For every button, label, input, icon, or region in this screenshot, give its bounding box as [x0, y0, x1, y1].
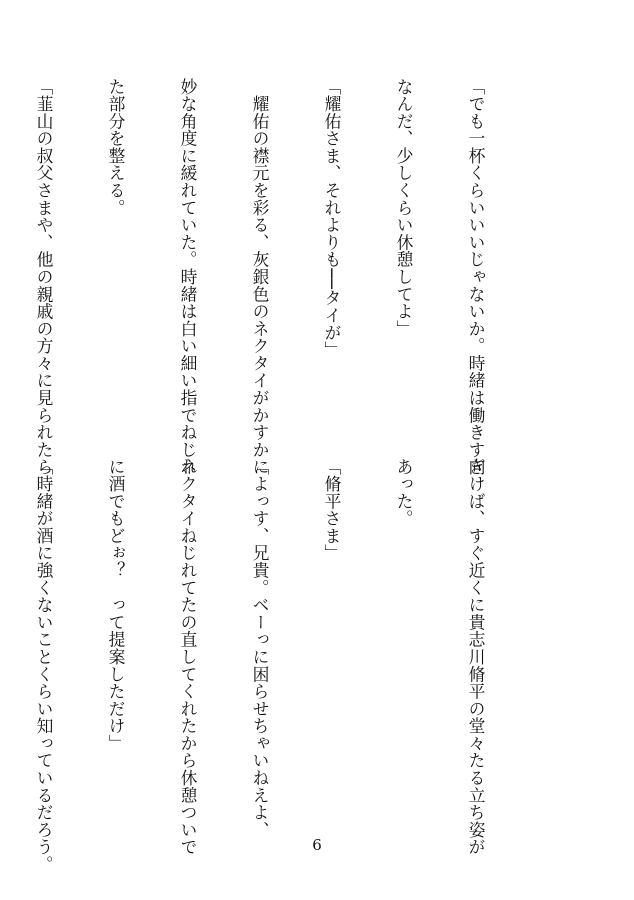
top-line-3: 「耀佑さま、それよりも──タイが」	[322, 78, 342, 359]
top-line-2: なんだ、少しくらい休憩してよ」	[394, 78, 414, 338]
top-line-7: 「韮山の叔父さまや、他の親戚の方々に見られたら	[34, 78, 54, 476]
bottom-line-3: 「脩平さま」	[322, 458, 342, 562]
top-line-6: た部分を整える。	[106, 78, 126, 217]
bottom-line-1: 向けば、すぐ近くに貴志川脩平の堂々たる立ち姿が	[466, 458, 486, 856]
bottom-line-7: 「時緒が酒に強くないことくらい知っているだろう。	[34, 458, 54, 873]
bottom-line-6: に酒でもどぉ？ って提案しただけ」	[106, 458, 126, 752]
page-number: 6	[312, 836, 322, 854]
bottom-line-5: ネクタイねじれてたの直してくれたから休憩ついで	[178, 458, 198, 856]
bottom-text-block	[34, 458, 536, 873]
top-text-block	[34, 78, 536, 476]
top-line-1: 「でも一杯くらいいいじゃないか。時緒は働きすぎ	[466, 78, 486, 476]
bottom-line-4: 「よっす、兄貴。ベーっに困らせちゃいねえよ、	[250, 458, 270, 839]
top-line-5: 妙な角度に緩れていた。時緒は白い細い指でねじれ	[178, 78, 198, 476]
bottom-line-2: あった。	[394, 458, 414, 528]
top-line-4: 耀佑の襟元を彩る、灰銀色のネクタイがかすかに	[250, 78, 270, 476]
